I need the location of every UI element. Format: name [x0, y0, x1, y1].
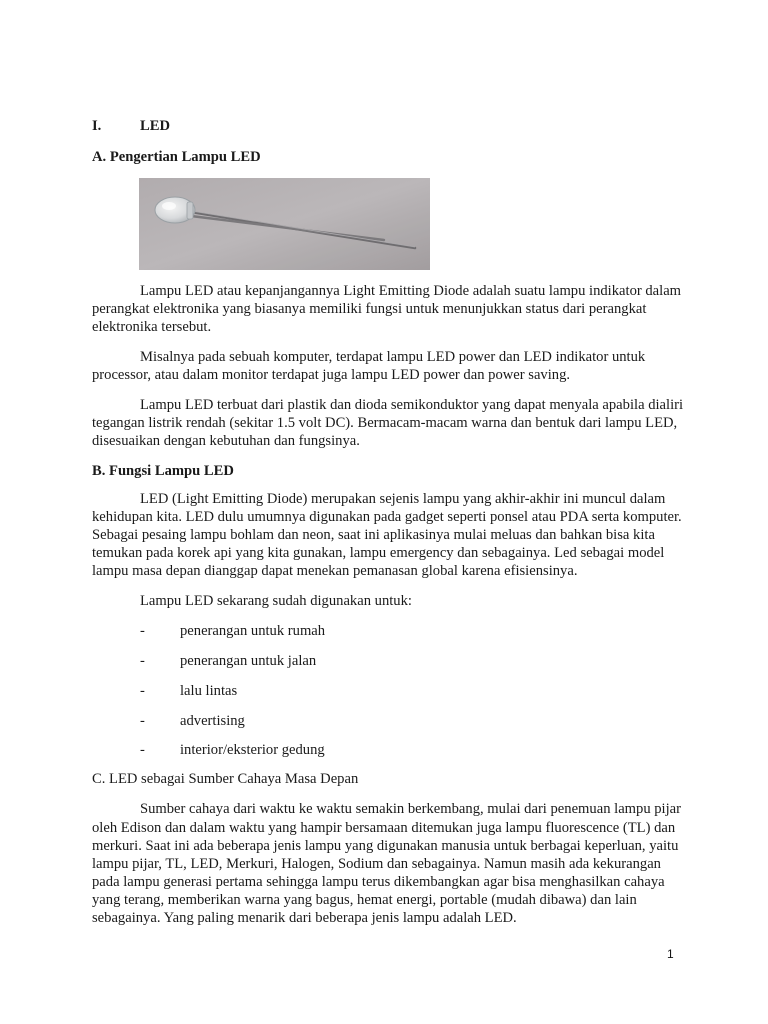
section-heading [92, 117, 171, 135]
bullet-marker: - [140, 742, 145, 758]
part-a-p3-line-1: Lampu LED terbuat dari plastik dan dioda semikonduktor yang dapat menyala apabila dialiri [140, 397, 684, 413]
list-item-text: advertising [180, 713, 245, 729]
part-a-p2-line-1: Misalnya pada sebuah komputer, terdapat lampu LED power dan LED indikator untuk [140, 349, 646, 365]
part-a-p3-line-3: disesuaikan dengan kebutuhan dan fungsinya. [92, 433, 360, 449]
bullet-marker: - [140, 653, 145, 669]
list-item-text: penerangan untuk rumah [180, 623, 326, 639]
part-b-line-3: Sebagai pesaing lampu bohlam dan neon, saat ini aplikasinya mulai meluas dan bahkan bisa kita [92, 527, 655, 543]
list-item [0, 682, 768, 700]
part-b-line-1: LED (Light Emitting Diode) merupakan sejenis lampu yang akhir-akhir ini muncul dalam [140, 491, 666, 507]
part-b-title: B. Fungsi Lampu LED [92, 463, 234, 479]
bullet-marker: - [140, 713, 145, 729]
list-intro: Lampu LED sekarang sudah digunakan untuk: [140, 593, 412, 609]
section-title: LED [140, 118, 171, 134]
list-item-text: penerangan untuk jalan [180, 653, 317, 669]
part-a-p1-line-2: perangkat elektronika yang biasanya memiliki fungsi untuk menunjukkan status dari perangkat [92, 301, 647, 317]
list-item [0, 712, 768, 730]
part-a-p1-line-3: elektronika tersebut. [92, 319, 212, 335]
part-b-line-4: temukan pada korek api yang kita gunakan, lampu emergency dan sebagainya. Led sebagai model [92, 545, 665, 561]
part-c-title: C. LED sebagai Sumber Cahaya Masa Depan [92, 771, 359, 787]
part-a-p3-line-2: tegangan listrik rendah (sekitar 1.5 volt DC). Bermacam-macam warna dan bentuk dari lampu LED, [92, 415, 678, 431]
page-number: 1 [667, 947, 674, 961]
part-c-line-5: pada lampu generasi pertama sehingga lampu terus dikembangkan agar bisa menghasilkan cahaya [92, 874, 665, 890]
part-c-line-2: oleh Edison dan dalam waktu yang hampir bersamaan ditemukan juga lampu fluorescence (TL) dan [92, 820, 676, 836]
part-c-line-1: Sumber cahaya dari waktu ke waktu semakin berkembang, mulai dari penemuan lampu pijar [140, 801, 682, 817]
list-item-text: interior/eksterior gedung [180, 742, 325, 758]
bullet-marker: - [140, 623, 145, 639]
part-c-line-7: sebagainya. Yang paling menarik dari beberapa jenis lampu adalah LED. [92, 910, 517, 926]
part-b-line-2: kehidupan kita. LED dulu umumnya digunakan pada gadget seperti ponsel atau PDA serta komputer. [92, 509, 682, 525]
part-b-line-5: lampu masa depan dianggap dapat menekan pemanasan global karena efisiensinya. [92, 563, 578, 579]
list-item-text: lalu lintas [180, 683, 238, 699]
part-a-p1-line-1: Lampu LED atau kepanjangannya Light Emitting Diode adalah suatu lampu indikator dalam [140, 283, 682, 299]
list-item [0, 622, 768, 640]
bullet-marker: - [140, 683, 145, 699]
list-item [0, 652, 768, 670]
part-c-line-3: merkuri. Saat ini ada beberapa jenis lampu yang digunakan manusia untuk berbagai keperluan, yaitu [92, 838, 679, 854]
part-a-p2-line-2: processor, atau dalam monitor terdapat juga lampu LED power dan power saving. [92, 367, 571, 383]
part-c-line-6: yang terang, memberikan warna yang bagus, hemat energi, portable (mudah dibawa) dan lain [92, 892, 637, 908]
list-item [0, 741, 768, 759]
section-number: I. [92, 118, 102, 134]
part-a-title: A. Pengertian Lampu LED [92, 149, 261, 165]
part-c-line-4: lampu pijar, TL, LED, Merkuri, Halogen, Sodium dan sebagainya. Namun masih ada kekurangan [92, 856, 661, 872]
led-photo [139, 178, 430, 270]
